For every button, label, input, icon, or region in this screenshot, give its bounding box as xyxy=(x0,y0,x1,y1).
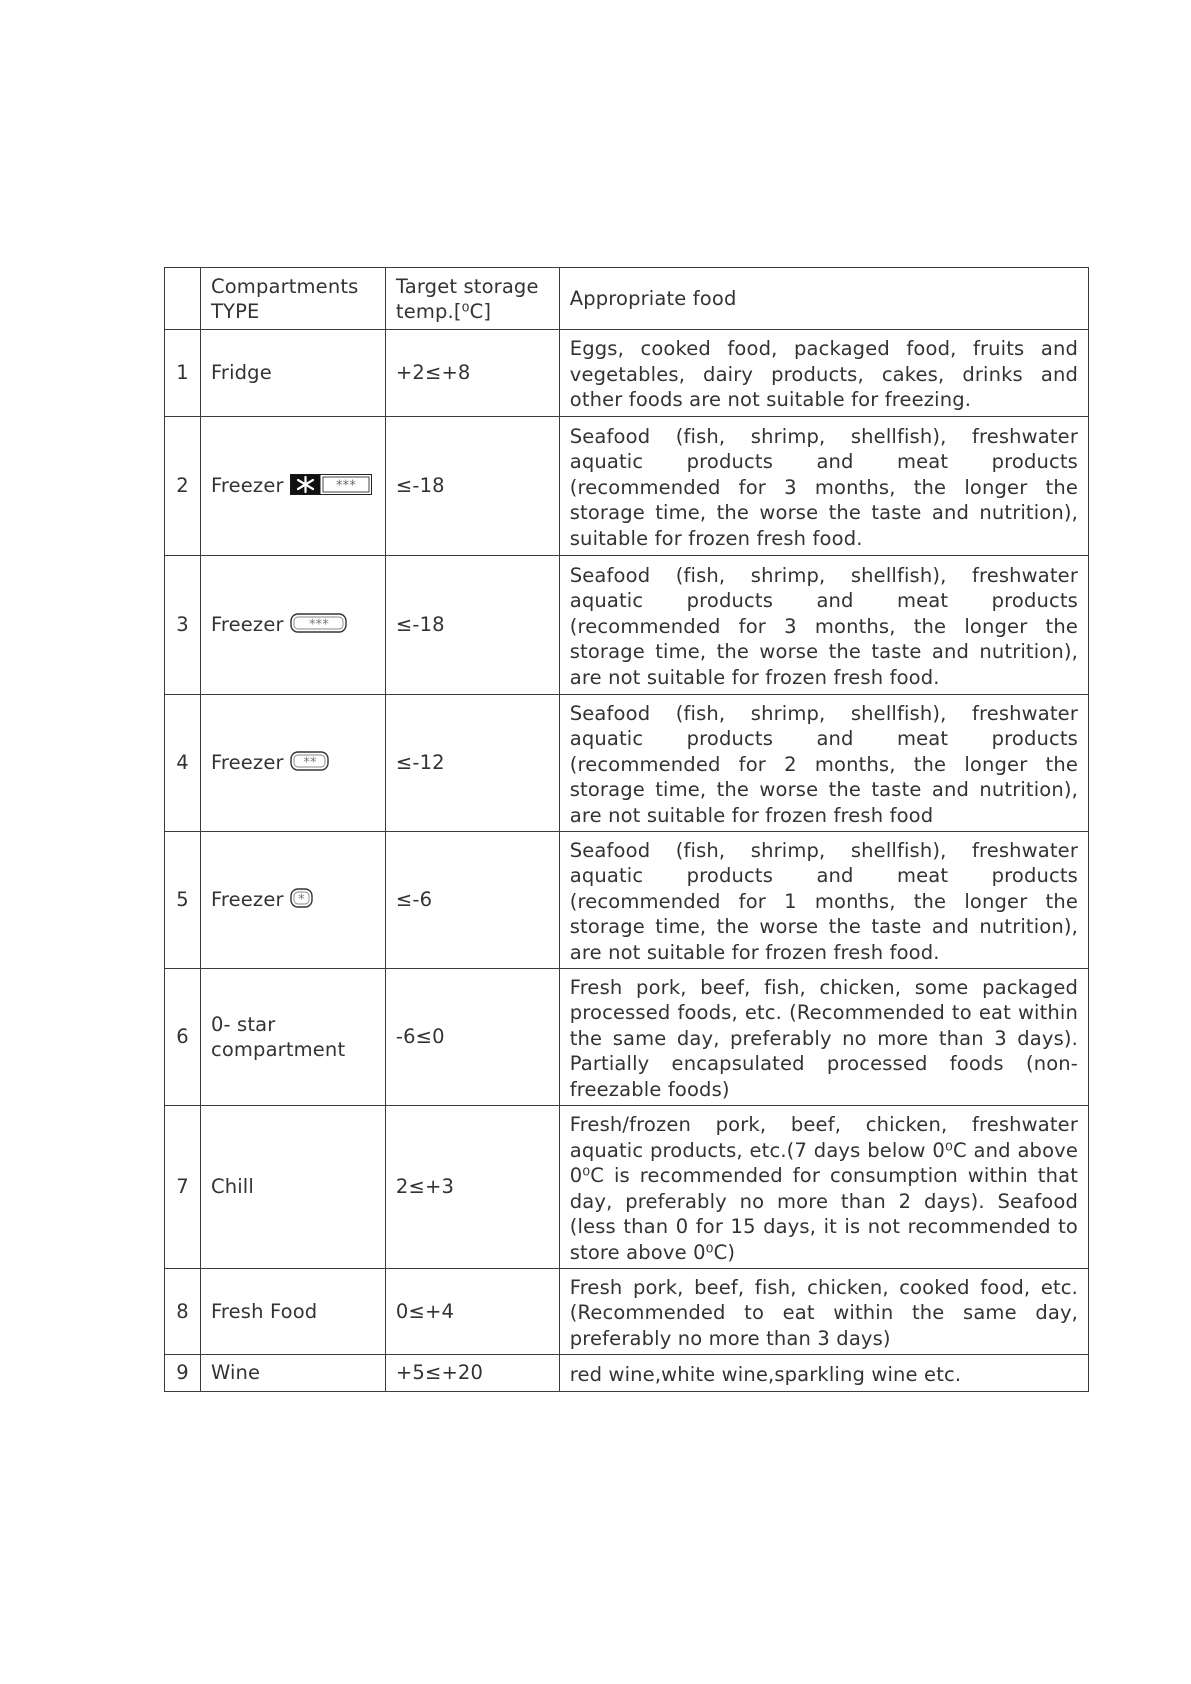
appropriate-food: Fresh pork, beef, fish, chicken, some packaged processed foods, etc. (Recommended to eat within the same day, preferably no more than 3 days). Partially encapsulated processed foods (non-freezable foods) xyxy=(559,969,1088,1106)
header-target-temp: Target storage temp.[⁰C] xyxy=(385,268,559,330)
row-number: 6 xyxy=(165,969,201,1106)
row-number: 4 xyxy=(165,695,201,832)
one-star-freezer-icon xyxy=(290,887,314,909)
table-row xyxy=(165,330,1089,417)
compartment-storage-table xyxy=(164,267,1089,1392)
compartment-type: Freezer *** xyxy=(200,417,385,556)
target-temp: 0≤+4 xyxy=(385,1269,559,1355)
table-row xyxy=(165,832,1089,969)
row-number: 5 xyxy=(165,832,201,969)
compartment-type: Wine xyxy=(200,1355,385,1392)
compartment-type: Freezer *** xyxy=(200,556,385,695)
compartment-type: 0- star compartment xyxy=(200,969,385,1106)
target-temp: ≤-18 xyxy=(385,556,559,695)
target-temp: +2≤+8 xyxy=(385,330,559,417)
appropriate-food: Fresh pork, beef, fish, chicken, cooked food, etc. (Recommended to eat within the same day, preferably no more than 3 days) xyxy=(559,1269,1088,1355)
target-temp: 2≤+3 xyxy=(385,1106,559,1269)
compartment-type: Freezer ** xyxy=(200,695,385,832)
appropriate-food: red wine,white wine,sparkling wine etc. xyxy=(559,1355,1088,1392)
table-row xyxy=(165,1106,1089,1269)
target-temp: ≤-18 xyxy=(385,417,559,556)
compartment-type: Fresh Food xyxy=(200,1269,385,1355)
header-compartment-type: Compartments TYPE xyxy=(200,268,385,330)
table-row xyxy=(165,556,1089,695)
compartment-type: Fridge xyxy=(200,330,385,417)
row-number: 2 xyxy=(165,417,201,556)
svg-text:**: ** xyxy=(302,755,317,771)
target-temp: ≤-12 xyxy=(385,695,559,832)
appropriate-food: Seafood (fish, shrimp, shellfish), freshwater aquatic products and meat products (recommended for 2 months, the longer the storage time, the worse the taste and nutrition), are not suitable for frozen fresh food xyxy=(559,695,1088,832)
appropriate-food: Seafood (fish, shrimp, shellfish), freshwater aquatic products and meat products (recommended for 1 months, the longer the storage time, the worse the taste and nutrition), are not suitable for frozen fresh food. xyxy=(559,832,1088,969)
row-number: 8 xyxy=(165,1269,201,1355)
table-header-row xyxy=(165,268,1089,330)
header-appropriate-food: Appropriate food xyxy=(559,268,1088,330)
row-number: 9 xyxy=(165,1355,201,1392)
header-number xyxy=(165,268,201,330)
table-row xyxy=(165,969,1089,1106)
table-row xyxy=(165,1269,1089,1355)
svg-text:***: *** xyxy=(308,617,329,633)
table-row xyxy=(165,695,1089,832)
row-number: 7 xyxy=(165,1106,201,1269)
two-star-freezer-icon xyxy=(290,750,330,772)
svg-text:***: *** xyxy=(335,478,356,494)
appropriate-food: Fresh/frozen pork, beef, chicken, freshwater aquatic products, etc.(7 days below 0⁰C and above 0⁰C is recommended for consumption within that day, preferably no more than 2 days). Seafood (less than 0 for 15 days, it is not recommended to store above 0⁰C) xyxy=(559,1106,1088,1269)
table-row xyxy=(165,1355,1089,1392)
table-row xyxy=(165,417,1089,556)
row-number: 1 xyxy=(165,330,201,417)
three-star-freezer-icon xyxy=(290,612,348,634)
target-temp: ≤-6 xyxy=(385,832,559,969)
target-temp: +5≤+20 xyxy=(385,1355,559,1392)
appropriate-food: Eggs, cooked food, packaged food, fruits and vegetables, dairy products, cakes, drinks and other foods are not suitable for freezing. xyxy=(559,330,1088,417)
appropriate-food: Seafood (fish, shrimp, shellfish), freshwater aquatic products and meat products (recommended for 3 months, the longer the storage time, the worse the taste and nutrition), are not suitable for frozen fresh food. xyxy=(559,556,1088,695)
target-temp: -6≤0 xyxy=(385,969,559,1106)
compartment-type: Freezer * xyxy=(200,832,385,969)
svg-text:*: * xyxy=(297,892,305,908)
compartment-type: Chill xyxy=(200,1106,385,1269)
appropriate-food: Seafood (fish, shrimp, shellfish), freshwater aquatic products and meat products (recommended for 3 months, the longer the storage time, the worse the taste and nutrition), suitable for frozen fresh food. xyxy=(559,417,1088,556)
row-number: 3 xyxy=(165,556,201,695)
four-star-freezer-icon xyxy=(290,474,372,495)
